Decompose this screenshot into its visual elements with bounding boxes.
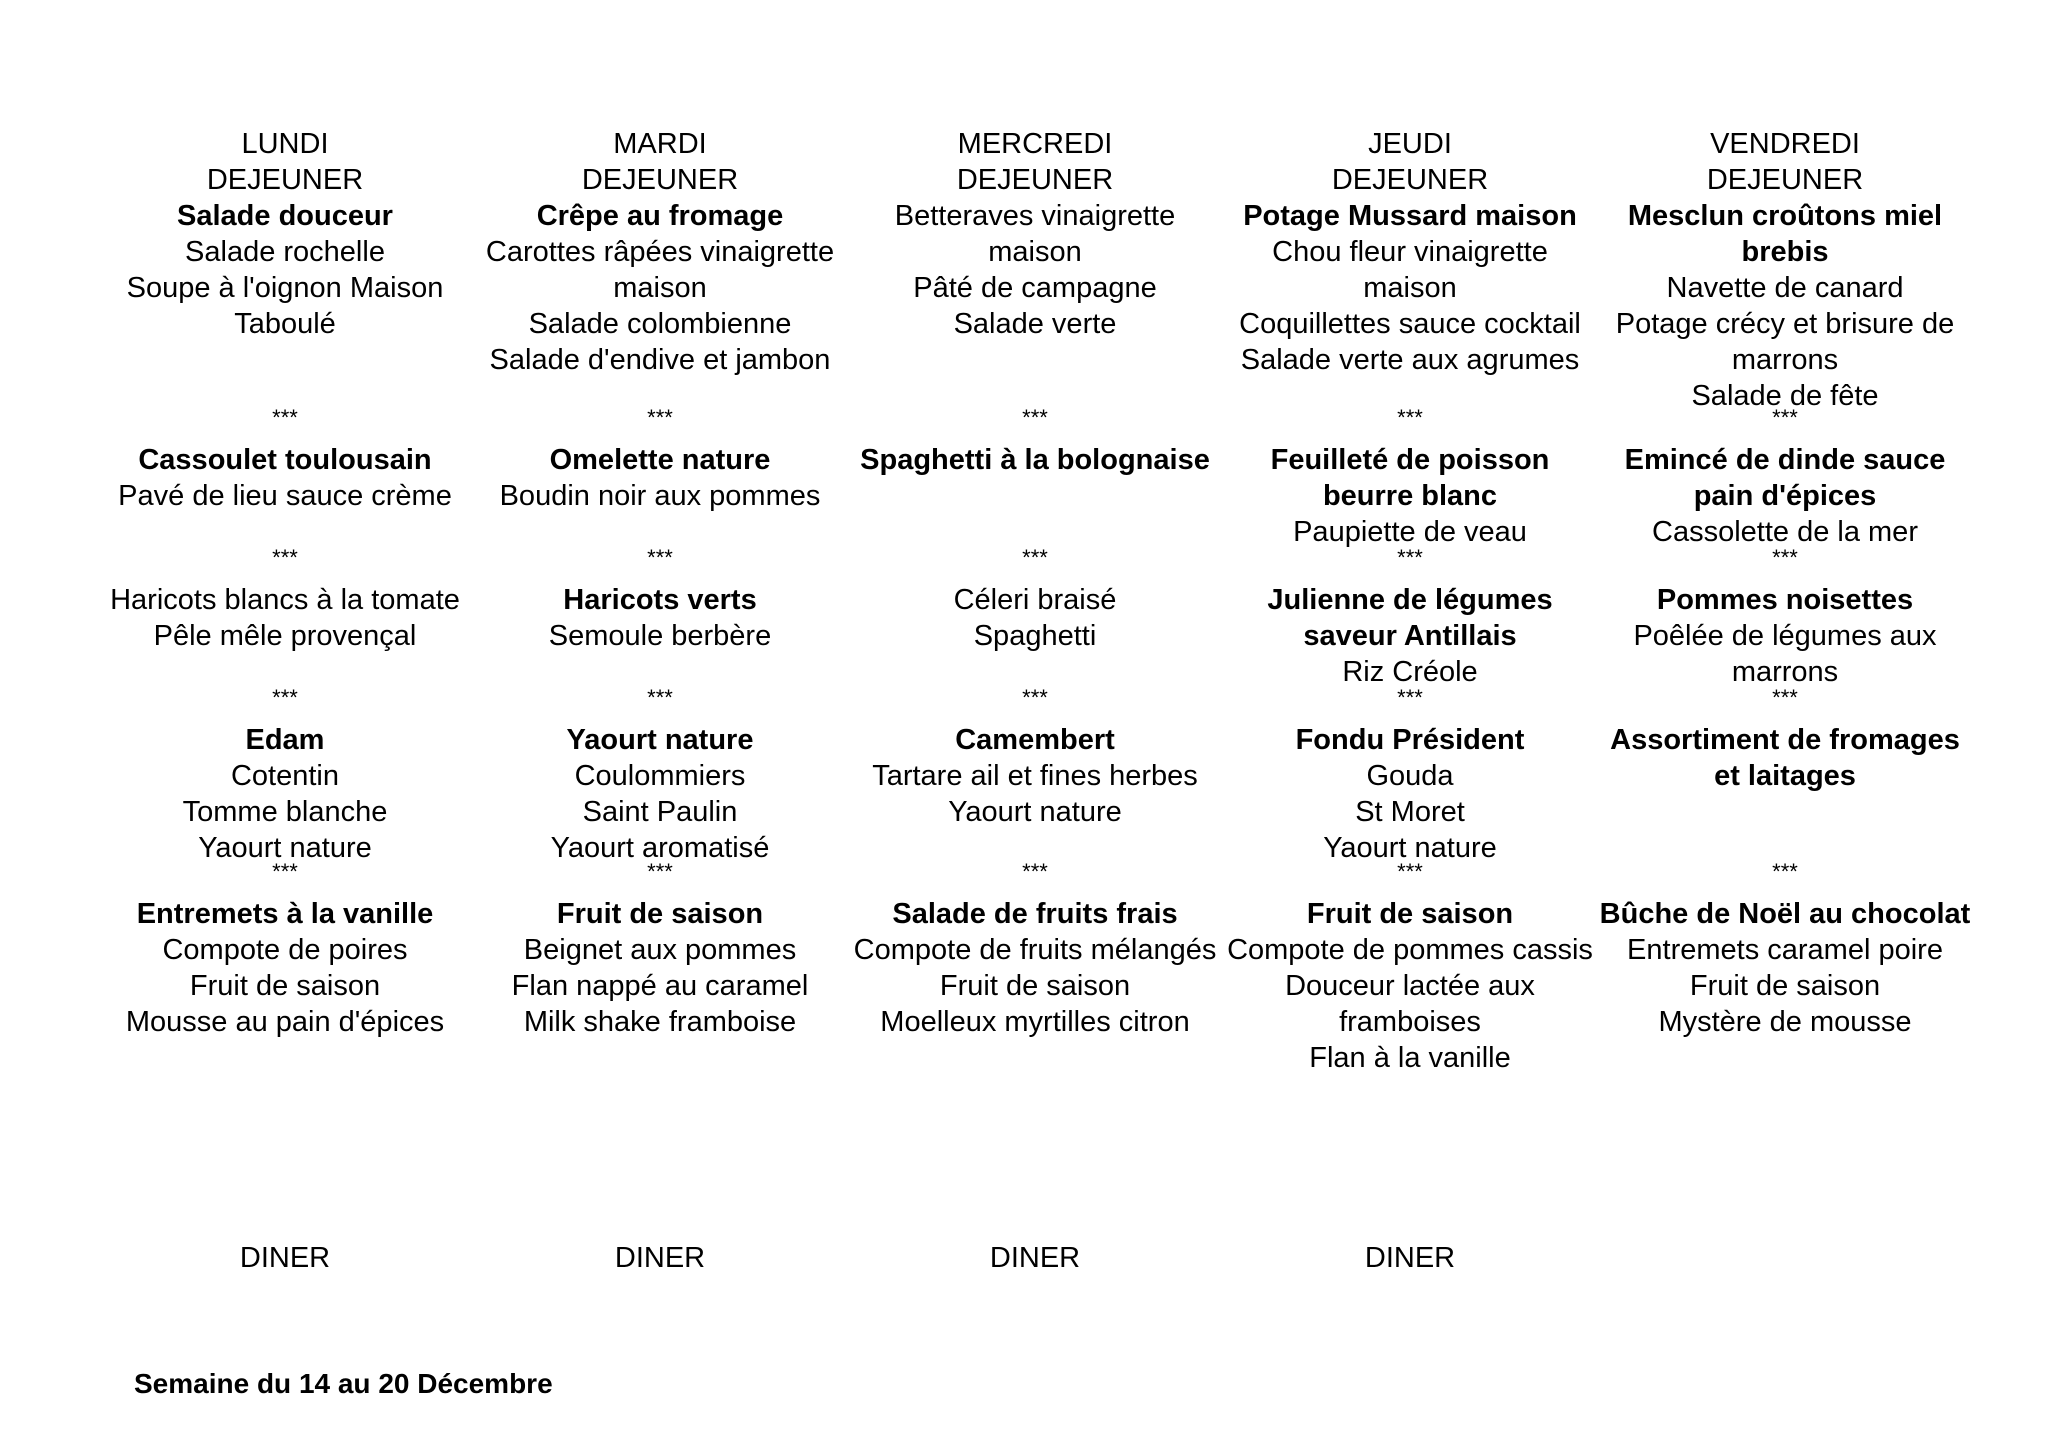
menu-item: Yaourt nature bbox=[566, 724, 754, 756]
course-separator: *** bbox=[1772, 685, 1798, 710]
course-separator: *** bbox=[272, 405, 298, 430]
menu-item: Carottes râpées vinaigrette maison bbox=[485, 236, 835, 304]
menu-item: Omelette nature bbox=[549, 444, 771, 476]
course-separator: *** bbox=[647, 859, 673, 884]
menu-item: Paupiette de veau bbox=[1293, 516, 1527, 548]
menu-item: Saint Paulin bbox=[582, 796, 738, 828]
menu-item: Camembert bbox=[955, 724, 1115, 756]
menu-item: Soupe à l'oignon Maison bbox=[126, 272, 444, 304]
menu-item: Yaourt aromatisé bbox=[550, 832, 770, 864]
menu-item: Fruit de saison bbox=[189, 970, 381, 1002]
starters-list bbox=[1599, 198, 1971, 414]
day-column-lundi bbox=[99, 0, 471, 1448]
day-header bbox=[1599, 126, 1971, 414]
meal-label: DEJEUNER bbox=[206, 164, 364, 196]
menu-item: Haricots blancs à la tomate bbox=[110, 584, 460, 616]
menu-item: Mystère de mousse bbox=[1658, 1006, 1912, 1038]
menu-item: Flan à la vanille bbox=[1309, 1042, 1511, 1074]
course-separator: *** bbox=[1397, 405, 1423, 430]
menu-item: Cotentin bbox=[230, 760, 339, 792]
menu-item: Assortiment de fromages et laitages bbox=[1610, 724, 1960, 792]
sides-list bbox=[849, 582, 1221, 690]
menu-item: Tartare ail et fines herbes bbox=[872, 760, 1198, 792]
starters-list bbox=[849, 198, 1221, 342]
menu-item: Gouda bbox=[1366, 760, 1454, 792]
meal-label: DEJEUNER bbox=[1331, 164, 1489, 196]
course-separator: *** bbox=[647, 545, 673, 570]
menu-item: Moelleux myrtilles citron bbox=[880, 1006, 1190, 1038]
day-header bbox=[849, 126, 1221, 414]
menu-item: Compote de pommes cassis bbox=[1227, 934, 1593, 966]
mains-list bbox=[99, 442, 471, 550]
menu-item: Salade verte bbox=[953, 308, 1117, 340]
menu-item: Navette de canard bbox=[1666, 272, 1904, 304]
course-separator: *** bbox=[1022, 545, 1048, 570]
desserts-list bbox=[99, 896, 471, 1094]
starters-list bbox=[474, 198, 846, 378]
menu-item: Edam bbox=[245, 724, 325, 756]
menu-item: Entremets caramel poire bbox=[1627, 934, 1943, 966]
cheeses-list bbox=[1224, 722, 1596, 866]
menu-item: Potage Mussard maison bbox=[1243, 200, 1577, 232]
cheeses-list bbox=[1599, 722, 1971, 866]
menu-item: Bûche de Noël au chocolat bbox=[1599, 898, 1971, 930]
menu-item: Coulommiers bbox=[574, 760, 746, 792]
diner-label: DINER bbox=[1364, 1242, 1456, 1274]
course-separator: *** bbox=[647, 685, 673, 710]
course-separator: *** bbox=[272, 545, 298, 570]
menu-item: Milk shake framboise bbox=[523, 1006, 797, 1038]
menu-item: Haricots verts bbox=[563, 584, 757, 616]
desserts-list bbox=[1224, 896, 1596, 1102]
menu-item: Beignet aux pommes bbox=[523, 934, 797, 966]
course-separator: *** bbox=[1022, 859, 1048, 884]
mains-list bbox=[1224, 442, 1596, 550]
menu-item: Salade d'endive et jambon bbox=[489, 344, 831, 376]
starters-list bbox=[99, 198, 471, 342]
menu-item: Julienne de légumes saveur Antillais bbox=[1267, 584, 1553, 652]
menu-item: Salade rochelle bbox=[185, 236, 385, 268]
course-separator: *** bbox=[272, 685, 298, 710]
menu-item: Entremets à la vanille bbox=[136, 898, 434, 930]
menu-item: Salade colombienne bbox=[528, 308, 792, 340]
menu-item: Spaghetti à la bolognaise bbox=[860, 444, 1210, 476]
mains-list bbox=[474, 442, 846, 550]
menu-item: Crêpe au fromage bbox=[536, 200, 784, 232]
course-separator: *** bbox=[647, 405, 673, 430]
menu-item: Cassoulet toulousain bbox=[138, 444, 432, 476]
menu-item: Spaghetti bbox=[973, 620, 1097, 652]
day-name: JEUDI bbox=[1368, 128, 1452, 160]
menu-item: Céleri braisé bbox=[953, 584, 1117, 616]
day-column-vendredi bbox=[1599, 0, 1971, 1448]
meal-label: DEJEUNER bbox=[1706, 164, 1864, 196]
menu-item: Compote de fruits mélangés bbox=[853, 934, 1217, 966]
week-title: Semaine du 14 au 20 Décembre bbox=[134, 1368, 553, 1399]
desserts-list bbox=[474, 896, 846, 1094]
menu-item: Pommes noisettes bbox=[1656, 584, 1914, 616]
desserts-list bbox=[849, 896, 1221, 1094]
menu-item: Fruit de saison bbox=[556, 898, 764, 930]
diner-label: DINER bbox=[239, 1242, 331, 1274]
menu-item: Fondu Président bbox=[1295, 724, 1525, 756]
menu-item: Pavé de lieu sauce crème bbox=[118, 480, 452, 512]
menu-item: Pâté de campagne bbox=[913, 272, 1157, 304]
course-separator: *** bbox=[1397, 545, 1423, 570]
course-separator: *** bbox=[1397, 859, 1423, 884]
menu-item: Tomme blanche bbox=[182, 796, 388, 828]
course-separator: *** bbox=[1022, 685, 1048, 710]
day-column-mardi bbox=[474, 0, 846, 1448]
menu-item: Salade de fête bbox=[1691, 380, 1879, 412]
sides-list bbox=[99, 582, 471, 690]
menu-item: Salade de fruits frais bbox=[892, 898, 1178, 930]
menu-item: Fruit de saison bbox=[939, 970, 1131, 1002]
sides-list bbox=[1224, 582, 1596, 690]
menu-item: Mesclun croûtons miel brebis bbox=[1627, 200, 1943, 268]
menu-item: Douceur lactée aux framboises bbox=[1285, 970, 1535, 1038]
day-name: MERCREDI bbox=[957, 128, 1113, 160]
menu-item: Flan nappé au caramel bbox=[511, 970, 809, 1002]
desserts-list bbox=[1599, 896, 1971, 1094]
menu-item: Poêlée de légumes aux marrons bbox=[1633, 620, 1937, 688]
course-separator: *** bbox=[1772, 405, 1798, 430]
cheeses-list bbox=[849, 722, 1221, 866]
course-separator: *** bbox=[272, 859, 298, 884]
menu-item: Yaourt nature bbox=[198, 832, 372, 864]
menu-item: Feuilleté de poisson beurre blanc bbox=[1270, 444, 1550, 512]
course-separator: *** bbox=[1772, 859, 1798, 884]
day-name: LUNDI bbox=[241, 128, 329, 160]
cheeses-list bbox=[99, 722, 471, 866]
menu-item: Boudin noir aux pommes bbox=[499, 480, 821, 512]
sides-list bbox=[474, 582, 846, 690]
menu-item: Yaourt nature bbox=[948, 796, 1122, 828]
menu-item: Coquillettes sauce cocktail bbox=[1239, 308, 1581, 340]
menu-item: Pêle mêle provençal bbox=[153, 620, 417, 652]
menu-item: Taboulé bbox=[234, 308, 336, 340]
menu-item: Mousse au pain d'épices bbox=[125, 1006, 445, 1038]
mains-list bbox=[1599, 442, 1971, 550]
day-column-mercredi bbox=[849, 0, 1221, 1448]
diner-label: DINER bbox=[614, 1242, 706, 1274]
menu-item: Chou fleur vinaigrette maison bbox=[1272, 236, 1548, 304]
menu-item: Riz Créole bbox=[1342, 656, 1478, 688]
meal-label: DEJEUNER bbox=[581, 164, 739, 196]
menu-item: Salade verte aux agrumes bbox=[1240, 344, 1580, 376]
menu-item: Potage crécy et brisure de marrons bbox=[1615, 308, 1955, 376]
mains-list bbox=[849, 442, 1221, 550]
meal-label: DEJEUNER bbox=[956, 164, 1114, 196]
menu-item: Betteraves vinaigrette maison bbox=[894, 200, 1176, 268]
menu-item: Salade douceur bbox=[177, 200, 393, 232]
menu-item: St Moret bbox=[1355, 796, 1465, 828]
course-separator: *** bbox=[1397, 685, 1423, 710]
day-header bbox=[474, 126, 846, 414]
menu-item: Compote de poires bbox=[162, 934, 408, 966]
cheeses-list bbox=[474, 722, 846, 866]
menu-item: Fruit de saison bbox=[1306, 898, 1514, 930]
course-separator: *** bbox=[1772, 545, 1798, 570]
day-column-jeudi bbox=[1224, 0, 1596, 1448]
day-header bbox=[99, 126, 471, 414]
diner-label: DINER bbox=[989, 1242, 1081, 1274]
day-header bbox=[1224, 126, 1596, 414]
menu-item: Cassolette de la mer bbox=[1652, 516, 1918, 548]
sides-list bbox=[1599, 582, 1971, 690]
menu-item: Emincé de dinde sauce pain d'épices bbox=[1624, 444, 1946, 512]
day-name: MARDI bbox=[613, 128, 707, 160]
starters-list bbox=[1224, 198, 1596, 378]
menu-item: Semoule berbère bbox=[548, 620, 772, 652]
menu-item: Yaourt nature bbox=[1323, 832, 1497, 864]
course-separator: *** bbox=[1022, 405, 1048, 430]
day-name: VENDREDI bbox=[1710, 128, 1860, 160]
menu-item: Fruit de saison bbox=[1689, 970, 1881, 1002]
